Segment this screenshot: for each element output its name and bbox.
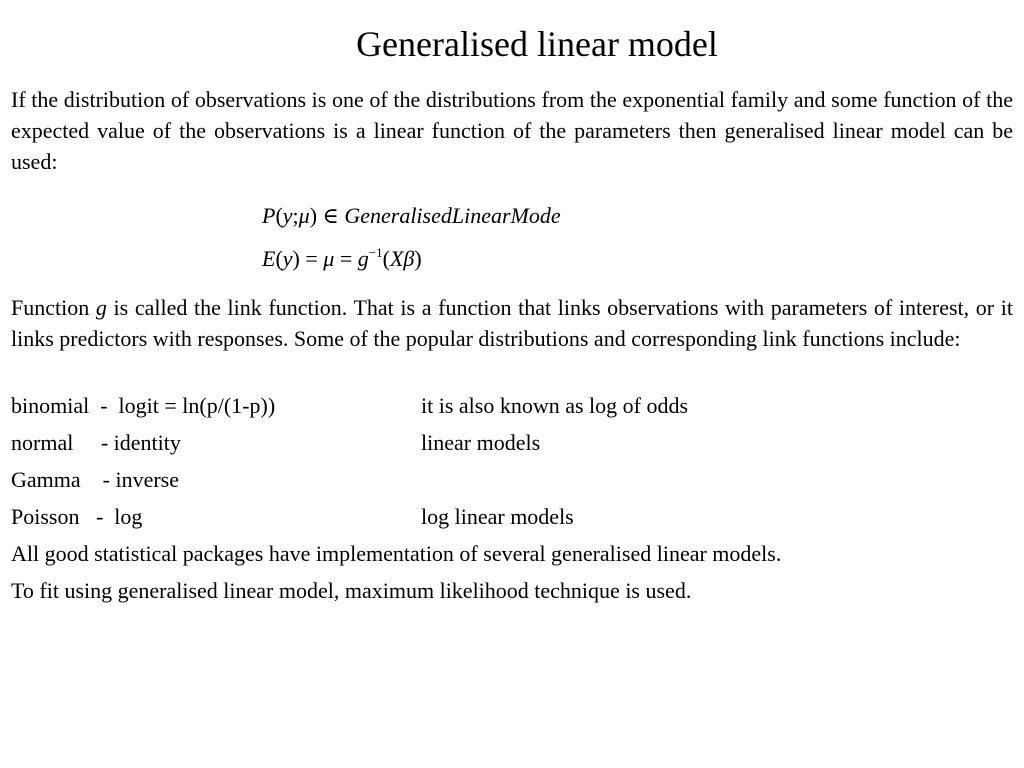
link-row-name: Gamma - inverse <box>11 467 179 492</box>
equation-2 <box>262 245 422 273</box>
intro-paragraph: If the distribution of observations is one of the distributions from the exponential family and some function of the expected value of the observations is a linear function of the parameters then generalised linear model can be used: <box>11 87 1013 174</box>
eq1-y: y <box>282 203 293 228</box>
link-row-gamma <box>11 465 1013 495</box>
slide-title: Generalised linear model <box>356 24 718 64</box>
link-function-paragraph <box>11 292 1013 354</box>
closing-line-packages: All good statistical packages have implementation of several generalised linear models. <box>11 541 782 566</box>
eq2-mu: μ <box>323 246 335 271</box>
eq1-open: ( <box>275 203 283 228</box>
eq2-beta: β <box>403 246 415 271</box>
link-row-normal <box>11 428 1013 458</box>
link-row-poisson <box>11 502 1013 532</box>
eq1-mu: μ <box>298 203 310 228</box>
link-row-binomial <box>11 391 1013 421</box>
link-para-before: Function <box>11 295 96 320</box>
link-para-after: is called the link function. That is a function that links observations with parameters of interest, or it links predictors with responses. Some of the popular distributions and corresponding link functions include: <box>11 295 1013 351</box>
eq2-open2: ( <box>382 246 390 271</box>
eq2-equals-2: = <box>334 246 358 271</box>
link-row-note: log linear models <box>421 504 574 529</box>
link-row-note: linear models <box>421 430 541 455</box>
link-row-note: it is also known as log of odds <box>421 393 689 418</box>
eq2-y: y <box>282 246 293 271</box>
eq2-x: X <box>389 246 404 271</box>
eq2-close: ) <box>292 246 300 271</box>
link-para-g: g <box>95 295 107 320</box>
eq1-close: ) <box>309 203 318 228</box>
closing-line-fitting: To fit using generalised linear model, maximum likelihood technique is used. <box>11 578 692 603</box>
eq1-text: GeneralisedLinearMode <box>344 203 561 228</box>
eq2-open: ( <box>275 246 283 271</box>
eq2-g: g <box>357 246 369 271</box>
link-row-name: Poisson - log <box>11 504 143 529</box>
eq1-p: P <box>262 203 276 228</box>
equation-1 <box>262 202 561 230</box>
eq2-close2: ) <box>414 246 422 271</box>
eq2-inverse-sup: −1 <box>368 245 383 260</box>
eq1-semicolon: ; <box>292 203 299 228</box>
eq2-e: E <box>262 246 276 271</box>
eq2-equals-1: = <box>299 246 324 271</box>
link-row-name: normal - identity <box>11 430 181 455</box>
eq1-element-of: ∈ <box>317 203 345 228</box>
link-row-name: binomial - logit = ln(p/(1-p)) <box>11 393 276 418</box>
